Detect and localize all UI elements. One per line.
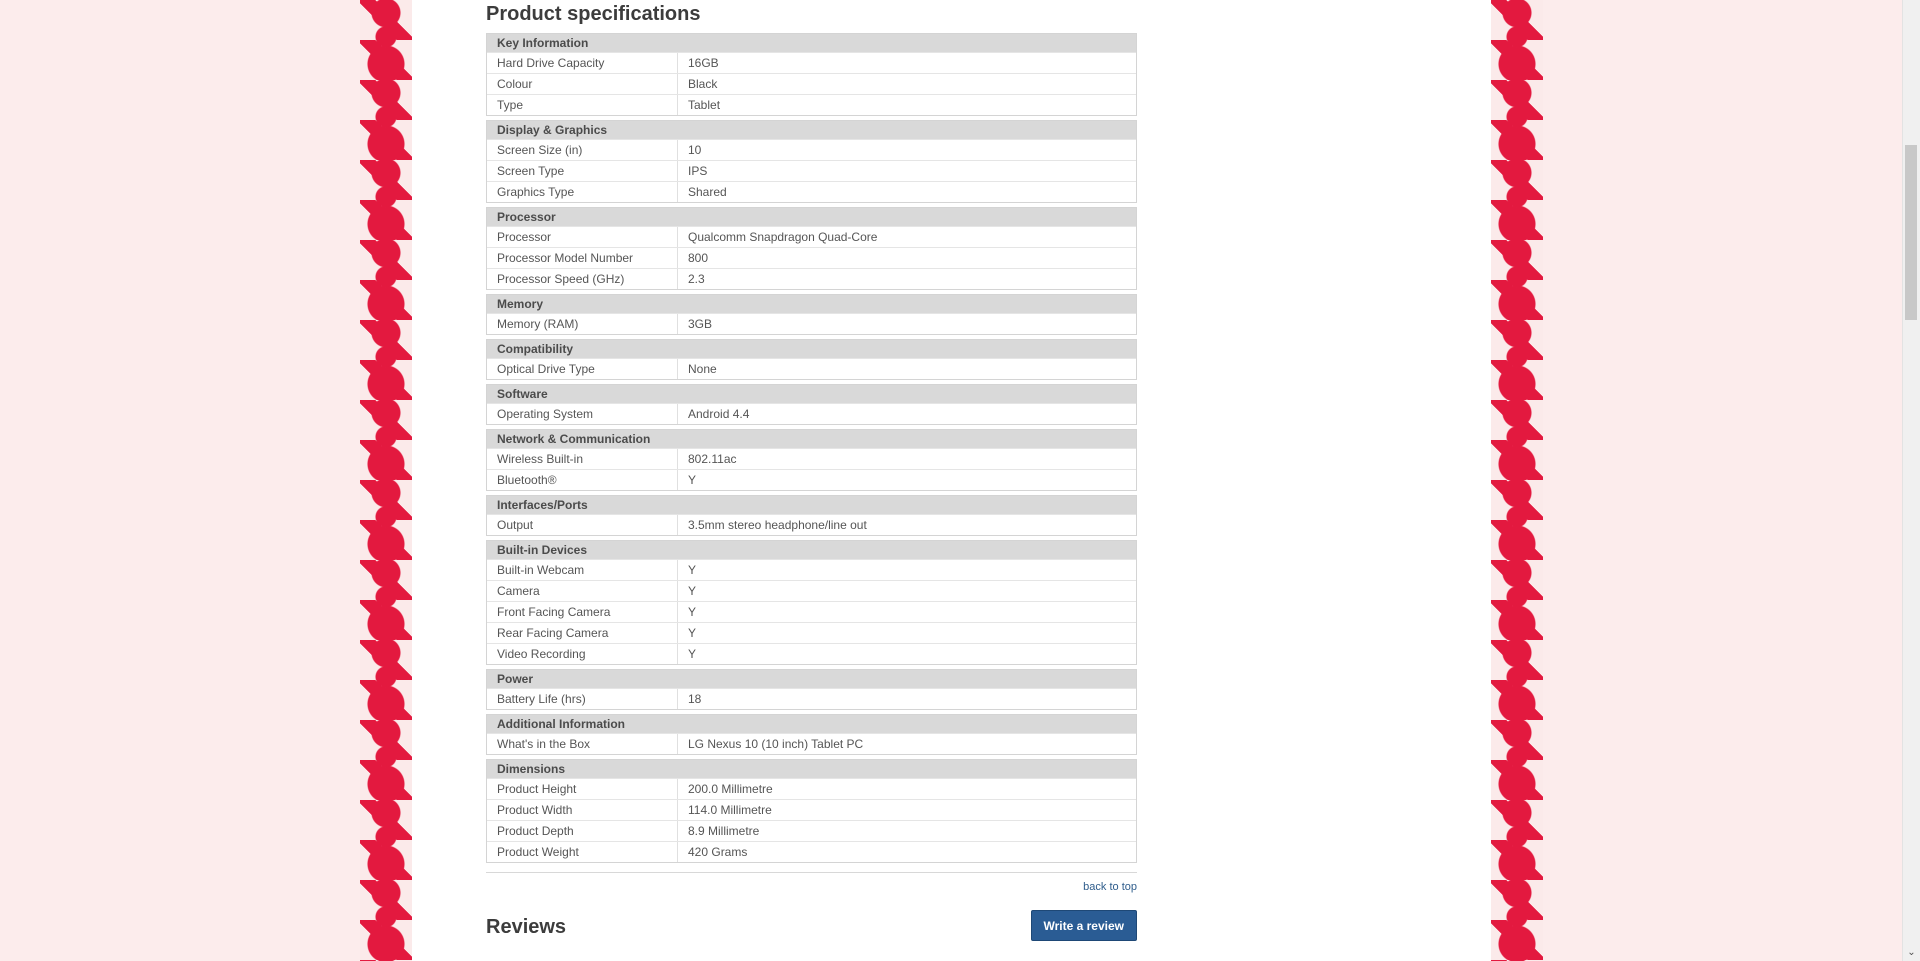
spec-group	[486, 540, 1137, 665]
spec-label: Type	[487, 95, 678, 115]
spec-group-header: Power	[487, 670, 1136, 688]
spec-row	[487, 52, 1136, 73]
spec-row	[487, 643, 1136, 664]
spec-row	[487, 94, 1136, 115]
festive-decoration-right	[1491, 0, 1543, 961]
spec-value: 16GB	[688, 56, 719, 70]
spec-value: 8.9 Millimetre	[688, 824, 760, 838]
spec-group	[486, 384, 1137, 425]
spec-row	[487, 778, 1136, 799]
spec-value: 3.5mm stereo headphone/line out	[688, 518, 867, 532]
spec-group-header: Compatibility	[487, 340, 1136, 358]
divider	[486, 872, 1137, 873]
spec-row	[487, 841, 1136, 862]
spec-group-header: Network & Communication	[487, 430, 1136, 448]
spec-label: Output	[487, 515, 678, 535]
reviews-header	[486, 910, 1137, 942]
spec-row	[487, 580, 1136, 601]
spec-group	[486, 294, 1137, 335]
spec-group	[486, 669, 1137, 710]
festive-decoration-left	[360, 0, 412, 961]
spec-label: Processor	[487, 227, 678, 247]
spec-row	[487, 403, 1136, 424]
spec-label: Optical Drive Type	[487, 359, 678, 379]
spec-label: Operating System	[487, 404, 678, 424]
spec-group	[486, 759, 1137, 863]
spec-row	[487, 820, 1136, 841]
reviews-title: Reviews	[486, 916, 567, 938]
spec-row	[487, 73, 1136, 94]
spec-group-header: Software	[487, 385, 1136, 403]
back-to-top-link[interactable]: back to top	[1083, 881, 1137, 893]
spec-group-header: Interfaces/Ports	[487, 496, 1136, 514]
spec-value: 10	[688, 143, 702, 157]
spec-label: Wireless Built-in	[487, 449, 678, 469]
spec-table	[486, 33, 1137, 863]
spec-value: Y	[688, 473, 697, 487]
spec-value: Android 4.4	[688, 407, 750, 421]
spec-row	[487, 688, 1136, 709]
spec-value: 200.0 Millimetre	[688, 782, 773, 796]
spec-value: Tablet	[688, 98, 721, 112]
spec-value: Y	[688, 626, 697, 640]
spec-row	[487, 160, 1136, 181]
spec-group-header: Built-in Devices	[487, 541, 1136, 559]
spec-label: Product Depth	[487, 821, 678, 841]
spec-row	[487, 313, 1136, 334]
spec-row	[487, 181, 1136, 202]
spec-label: Hard Drive Capacity	[487, 53, 678, 73]
spec-value: Black	[688, 77, 718, 91]
spec-group-header: Display & Graphics	[487, 121, 1136, 139]
spec-value: 114.0 Millimetre	[688, 803, 772, 817]
spec-group	[486, 495, 1137, 536]
chevron-down-icon[interactable]: ⌄	[1907, 947, 1916, 958]
spec-row	[487, 247, 1136, 268]
spec-label: Processor Speed (GHz)	[487, 269, 678, 289]
spec-label: Video Recording	[487, 644, 678, 664]
section-title: Product specifications	[486, 3, 701, 25]
spec-label: Battery Life (hrs)	[487, 689, 678, 709]
spec-label: What's in the Box	[487, 734, 678, 754]
spec-value: None	[688, 362, 717, 376]
spec-label: Screen Size (in)	[487, 140, 678, 160]
spec-label: Product Height	[487, 779, 678, 799]
spec-row	[487, 514, 1136, 535]
spec-row	[487, 469, 1136, 490]
spec-row	[487, 559, 1136, 580]
spec-value: 802.11ac	[688, 452, 737, 466]
spec-group-header: Memory	[487, 295, 1136, 313]
spec-row	[487, 601, 1136, 622]
spec-label: Screen Type	[487, 161, 678, 181]
spec-value: 3GB	[688, 317, 713, 331]
spec-value: Y	[688, 584, 697, 598]
spec-value: Shared	[688, 185, 727, 199]
spec-group	[486, 714, 1137, 755]
spec-label: Colour	[487, 74, 678, 94]
spec-row	[487, 799, 1136, 820]
spec-row	[487, 733, 1136, 754]
write-review-button[interactable]: Write a review	[1031, 910, 1137, 941]
spec-label: Front Facing Camera	[487, 602, 678, 622]
spec-row	[487, 226, 1136, 247]
spec-value: 420 Grams	[688, 845, 748, 859]
spec-value: IPS	[688, 164, 708, 178]
spec-label: Bluetooth®	[487, 470, 678, 490]
spec-group-header: Dimensions	[487, 760, 1136, 778]
spec-label: Built-in Webcam	[487, 560, 678, 580]
spec-value: 2.3	[688, 272, 705, 286]
spec-row	[487, 622, 1136, 643]
spec-row	[487, 139, 1136, 160]
spec-row	[487, 358, 1136, 379]
scrollbar-thumb[interactable]	[1905, 145, 1917, 320]
spec-value: 800	[688, 251, 709, 265]
spec-row	[487, 448, 1136, 469]
spec-label: Product Weight	[487, 842, 678, 862]
spec-label: Graphics Type	[487, 182, 678, 202]
spec-value: Y	[688, 563, 697, 577]
spec-group-header: Additional Information	[487, 715, 1136, 733]
product-specifications-section	[486, 0, 1137, 893]
spec-group-header: Key Information	[487, 34, 1136, 52]
spec-group	[486, 429, 1137, 491]
spec-value: Y	[688, 647, 697, 661]
spec-row	[487, 268, 1136, 289]
spec-label: Memory (RAM)	[487, 314, 678, 334]
spec-group-header: Processor	[487, 208, 1136, 226]
spec-label: Processor Model Number	[487, 248, 678, 268]
page-content	[412, 0, 1491, 961]
spec-label: Product Width	[487, 800, 678, 820]
spec-group	[486, 339, 1137, 380]
page-scrollbar[interactable]	[1902, 0, 1920, 961]
spec-label: Camera	[487, 581, 678, 601]
spec-group	[486, 120, 1137, 203]
spec-value: LG Nexus 10 (10 inch) Tablet PC	[688, 737, 864, 751]
spec-label: Rear Facing Camera	[487, 623, 678, 643]
spec-group	[486, 207, 1137, 290]
spec-value: Y	[688, 605, 697, 619]
spec-group	[486, 33, 1137, 116]
spec-value: Qualcomm Snapdragon Quad-Core	[688, 230, 878, 244]
spec-value: 18	[688, 692, 702, 706]
